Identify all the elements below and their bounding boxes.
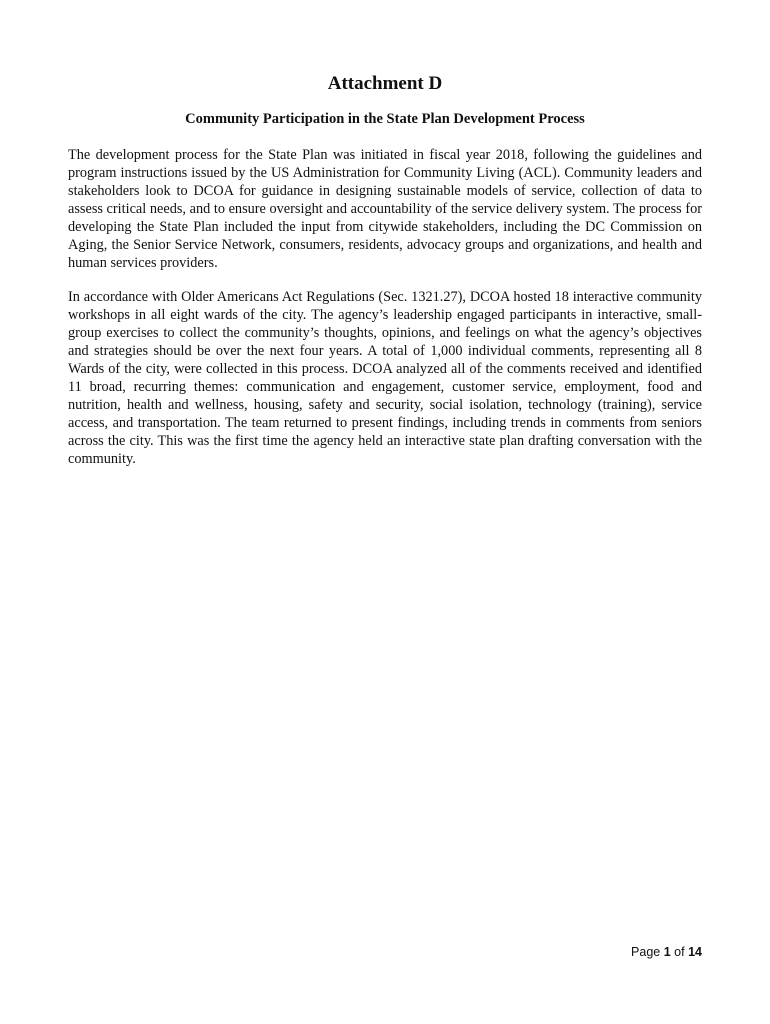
body-paragraph-1: The development process for the State Plan was initiated in fiscal year 2018, following the guidelines and program instructions issued by the US Administration for Community Living (ACL). Community leaders and stakeholders look to DCOA for guidance in designing sustainable models of service, collection of data to assess critical needs, and to ensure oversight and accountability of the service delivery system. The process for developing the State Plan included the input from citywide stakeholders, including the DC Commission on Aging, the Senior Service Network, consumers, residents, advocacy groups and organizations, and health and human services providers.	[68, 147, 702, 271]
page-subtitle: Community Participation in the State Plan Development Process	[185, 111, 585, 127]
body-paragraph-2: In accordance with Older Americans Act Regulations (Sec. 1321.27), DCOA hosted 18 interactive community workshops in all eight wards of the city. The agency’s leadership engaged participants in interactive, small-group exercises to collect the community’s thoughts, opinions, and feelings on what the agency’s objectives and strategies should be over the next four years. A total of 1,000 individual comments, representing all 8 Wards of the city, were collected in this process. DCOA analyzed all of the comments received and identified 11 broad, recurring themes: communication and engagement, customer service, employment, food and nutrition, health and wellness, housing, safety and security, social isolation, technology (training), service access, and transportation. The team returned to present findings, including trends in comments from seniors across the city. This was the first time the agency held an interactive state plan drafting conversation with the community.	[68, 289, 702, 467]
page-footer	[631, 944, 702, 960]
page-title: Attachment D	[327, 73, 443, 94]
page-total-number: 14	[688, 945, 702, 959]
page-current-number: 1	[663, 945, 671, 959]
page-label: Page	[631, 945, 661, 959]
page-of-label: of	[674, 945, 685, 959]
